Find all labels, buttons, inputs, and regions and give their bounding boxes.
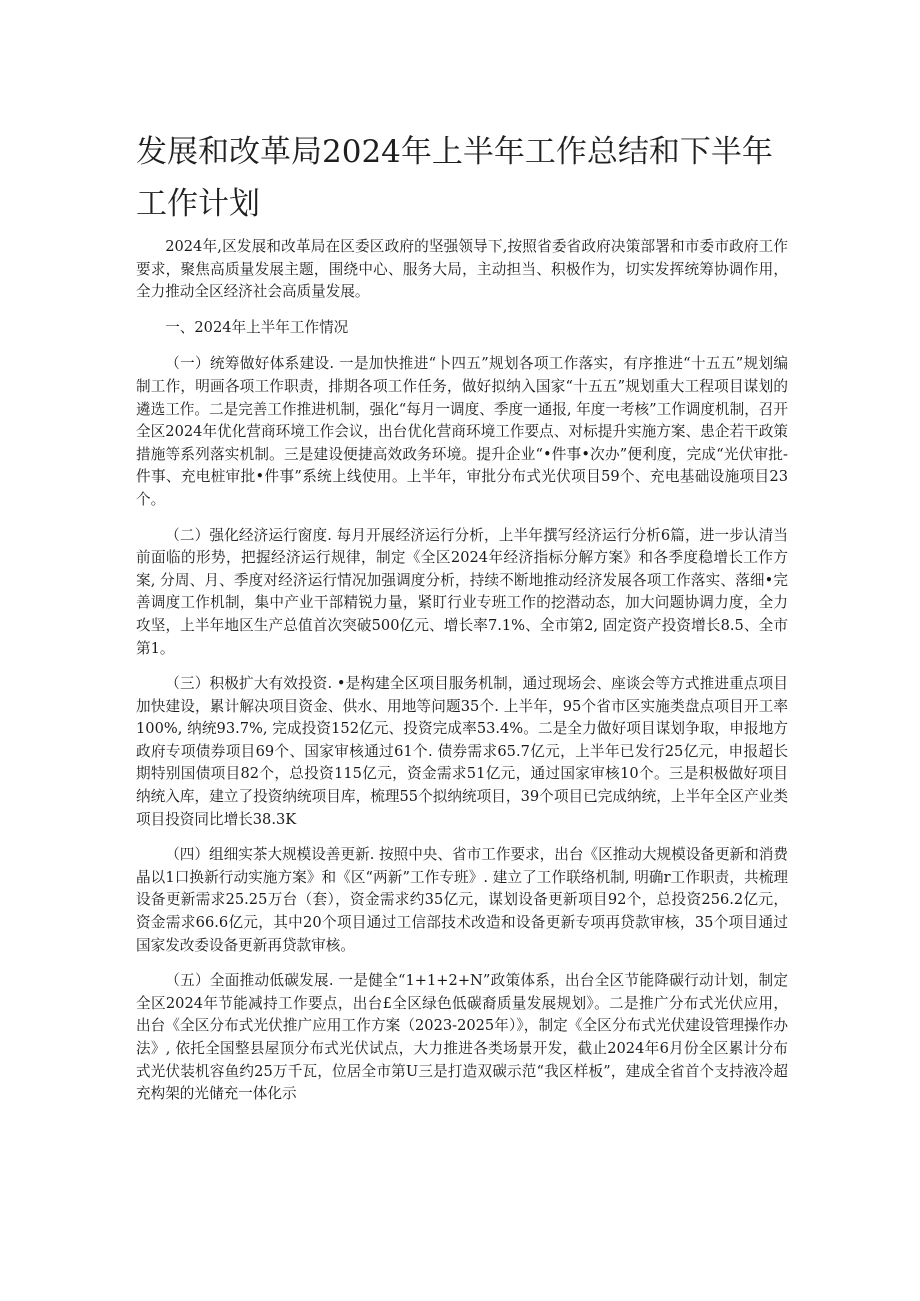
section-heading: 一、2024年上半年工作情况 xyxy=(165,318,349,336)
document-body xyxy=(136,236,788,1119)
paragraph-effective-investment: （三）积极扩大有效投资. •是构建全区项目服务机制，通过现场会、座谈会等方式推进重点项目加快建设，累计解决项目资金、供水、用地等问题35个. 上半年，95个省市区实施类盘点项目开工率100%, 纳统93.7%, 完成投资152亿元、投资完成率53.4%。二是全力做好项目谋划争取，申报地方政府专项债券项目69个、国家审核通过61个. 债券需求65.7亿元，上半年已发行25亿元，申报超长期特别国债项目82个，总投资115亿元，资金需求51亿元，通过国家审核10个。三是积极做好项目纳统入库，建立了投资纳统项目库，梳理55个拟纳统项目，39个项目已完成纳统，上半年全区产业类项目投资同比增长38.3K xyxy=(136,675,788,828)
paragraph-equipment-renewal: （四）组细实茶大规模设善更新. 按照中央、省市工作要求，出台《区推动大规模设备更新和消费晶以1口换新行动实施方案》和《区“两新”工作专班》. 建立了工作联络机制, 明确r工作职责，共梳理设备更新需求25.25万台（套），资金需求约35亿元，谋划设备更新项目92个，总投资256.2亿元，资金需求66.6亿元，其中20个项目通过工信部技术改造和设备更新专项再贷款审核，35个项目通过国家发改委设备更新再贷款审核。 xyxy=(136,846,788,954)
paragraph-economic-operation: （二）强化经济运行窗度. 每月开展经济运行分析，上半年撰写经济运行分析6篇，进一步认清当前面临的形势，把握经济运行规律，制定《全区2024年经济指标分解方案》和各季度稳增长工作方案, 分周、月、季度对经济运行情况加强调度分析，持续不断地推动经济发展各项工作落实、落细•完善调度工作机制，集中产业干部精锐力量，紧盯行业专班工作的挖潜动态，加大问题协调力度，全力攻坚，上半年地区生产总值首次突破500亿元、增长率7.1%、全市第2, 固定资产投资增长8.5、全市第1。 xyxy=(136,526,788,657)
paragraph-low-carbon: （五）全面推动低碳发展. 一是健全“1+1+2+N”政策体系，出台全区节能降碳行动计划，制定全区2024年节能减持工作要点，出台£全区绿色低碳裔质量发展规划》。二是推广分布式光伏应用，出台《全区分布式光伏推广应用工作方案（2023-2025年）》，制定《全区分布式光伏建设管理操作办法》, 依托全国整县屋顶分布式光伏试点，大力推进各类场景开发，截止2024年6月份全区累计分布式光伏装机容鱼约25万千瓦，位居全市第U三是打造双碳示范“我区样板”，建成全省首个支持液冷超充构架的光储充一体化示 xyxy=(136,972,788,1103)
paragraph-system-building: （一）统筹做好体系建设. 一是加快推进“卜四五”规划各项工作落实，有序推进“十五五”规划编制工作，明画各项工作职责，排期各项工作任务，做好拟纳入国家“十五五”规划重大工程项目谋划的遴选工作。二是完善工作推进机制，强化“每月一调度、季度一通报, 年度一考核”工作调度机制，召开全区2024年优化营商环境工作会议，出台优化营商环境工作要点、对标提升实施方案、患企若干政策措施等系列落实机制。三是建设便捷高效政务环境。提升企业“•件事•次办”便利度，完成“光伏审批-件事、充电桩审批•件事”系统上线使用。上半年，审批分布式光伏项目59个、充电基础设施项目23个。 xyxy=(136,355,788,508)
document-title: 发展和改革局2024年上半年工作总结和下半年工作计划 xyxy=(136,134,773,222)
intro-paragraph: 2024年,区发展和改革局在区委区政府的坚强领导下,按照省委省政府决策部署和市委市政府工作要求，聚焦高质量发展主题，围绕中心、服务大局，主动担当、积极作为，切实发挥统筹协调作用，全力推动全区经济社会高质量发展。 xyxy=(136,238,788,301)
